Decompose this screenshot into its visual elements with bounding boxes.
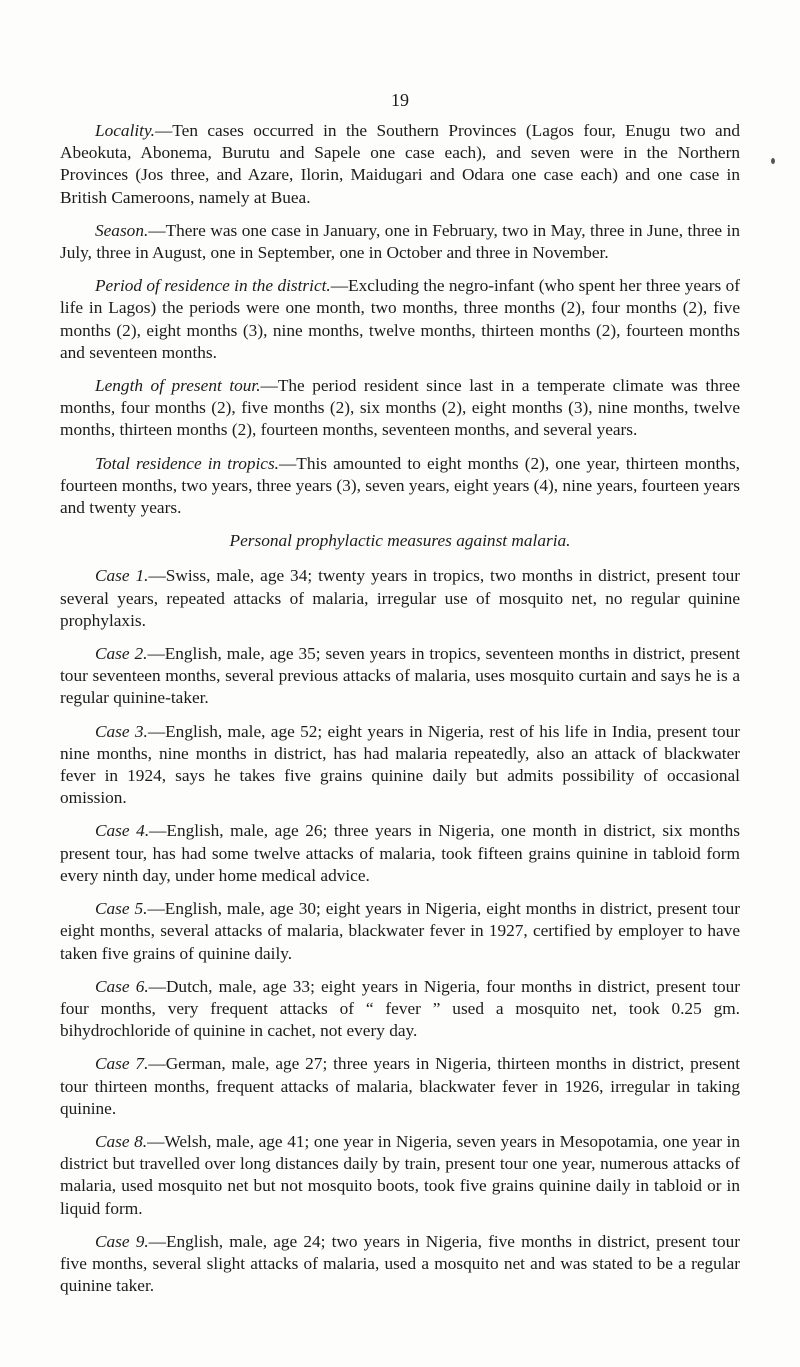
print-speck: [771, 158, 775, 164]
paragraph-heading: Locality.: [95, 121, 156, 140]
paragraph-length-of-tour: [60, 375, 740, 442]
paragraph-text: —Ten cases occurred in the Southern Provinces (Lagos four, Enugu two and Abeokuta, Abonema, Burutu and Sapele one case each), and seven were in the Northern Provinces (Jos three, and Azare, Ilorin, Maidugari and Odara one case each) and one case in British Cameroons, namely at Buea.: [60, 121, 740, 207]
case-heading: Case 3.: [95, 721, 148, 741]
case-text: —Welsh, male, age 41; one year in Nigeria, seven years in Mesopotamia, one year in district but travelled over long distances daily by train, present tour one year, numerous attacks of malaria, used mosquito net but not mosquito boots, took five grains quinine daily in tabloid or in liquid form.: [60, 1131, 741, 1218]
page-number: 19: [391, 90, 409, 110]
paragraph-text: —The period resident since last in a temperate climate was three months, four months (2), five months (2), six months (2), eight months (3), nine months, twelve months, thirteen months (2), fourteen months, seventeen months, and several years.: [60, 376, 740, 440]
case-paragraph: [60, 721, 740, 810]
case-heading: Case 5.: [95, 899, 148, 919]
case-heading: Case 1.: [95, 566, 149, 586]
case-paragraph: [60, 1053, 740, 1120]
case-text: —Swiss, male, age 34; twenty years in tropics, two months in district, present tour several years, repeated attacks of malaria, irregular use of mosquito net, no regular quinine prophylaxis.: [60, 566, 740, 630]
case-text: —English, male, age 35; seven years in tropics, seventeen months in district, present tour seventeen months, several previous attacks of malaria, uses mosquito curtain and says he is a regular quinine-taker.: [60, 644, 740, 708]
case-text: —German, male, age 27; three years in Nigeria, thirteen months in district, present tour thirteen months, frequent attacks of malaria, blackwater fever in 1926, irregular in taking quinine.: [60, 1054, 741, 1118]
paragraph-period-of-residence: [60, 275, 740, 364]
paragraph-season: [60, 220, 740, 264]
paragraph-total-residence: [60, 453, 740, 520]
paragraph-locality: [60, 120, 740, 209]
case-heading: Case 9.: [95, 1231, 149, 1251]
page-body: [60, 120, 740, 1308]
case-paragraph: [60, 1131, 740, 1220]
case-heading: Case 2.: [95, 644, 148, 664]
case-text: —English, male, age 24; two years in Nigeria, five months in district, present tour five months, several slight attacks of malaria, used a mosquito net and was stated to be a regular quinine taker.: [60, 1231, 741, 1296]
paragraph-text: —Excluding the negro-infant (who spent her three years of life in Lagos) the periods were one month, two months, three months (2), four months (2), five months (2), eight months (3), nine months, twelve months, thirteen months (2), fourteen months and seventeen months.: [60, 276, 740, 362]
case-heading: Case 4.: [95, 821, 150, 841]
case-paragraph: [60, 643, 740, 710]
paragraph-text: —There was one case in January, one in February, two in May, three in June, three in July, three in August, one in September, one in October and three in November.: [60, 220, 740, 263]
case-text: —English, male, age 52; eight years in Nigeria, rest of his life in India, present tour nine months, nine months in district, has had malaria repeatedly, also an attack of blackwater fever in 1924, says he takes five grains quinine daily but admits possibility of occasional omission.: [60, 721, 741, 808]
case-text: —Dutch, male, age 33; eight years in Nigeria, four months in district, present tour four months, very frequent attacks of “ fever ” used a mosquito net, took 0.25 gm. bihydrochloride of quinine in cachet, not every day.: [60, 976, 741, 1041]
case-paragraph: [60, 976, 740, 1043]
case-paragraph: [60, 898, 740, 965]
paragraph-heading: Season.: [95, 220, 149, 240]
case-text: —English, male, age 26; three years in Nigeria, one month in district, six months present tour, has had some twelve attacks of malaria, took fifteen grains quinine in tabloid form every ninth day, under home medical advice.: [60, 821, 740, 885]
case-text: —English, male, age 30; eight years in Nigeria, eight months in district, present tour eight months, several attacks of malaria, blackwater fever in 1927, certified by employer to have taken five grains of quinine daily.: [60, 899, 741, 963]
paragraph-heading: Length of present tour.: [95, 376, 261, 396]
section-heading: Personal prophylactic measures against malaria.: [229, 531, 571, 551]
paragraph-heading: Period of residence in the district.: [95, 276, 331, 296]
case-heading: Case 8.: [95, 1131, 148, 1151]
case-heading: Case 7.: [95, 1054, 149, 1074]
paragraph-text: —This amounted to eight months (2), one year, thirteen months, fourteen months, two years, three years (3), seven years, eight years (4), nine years, fourteen years and twenty years.: [60, 453, 740, 518]
paragraph-heading: Total residence in tropics.: [95, 453, 279, 473]
case-heading: Case 6.: [95, 976, 149, 996]
case-paragraph: [60, 820, 740, 887]
case-paragraph: [60, 565, 740, 632]
case-paragraph: [60, 1231, 740, 1298]
